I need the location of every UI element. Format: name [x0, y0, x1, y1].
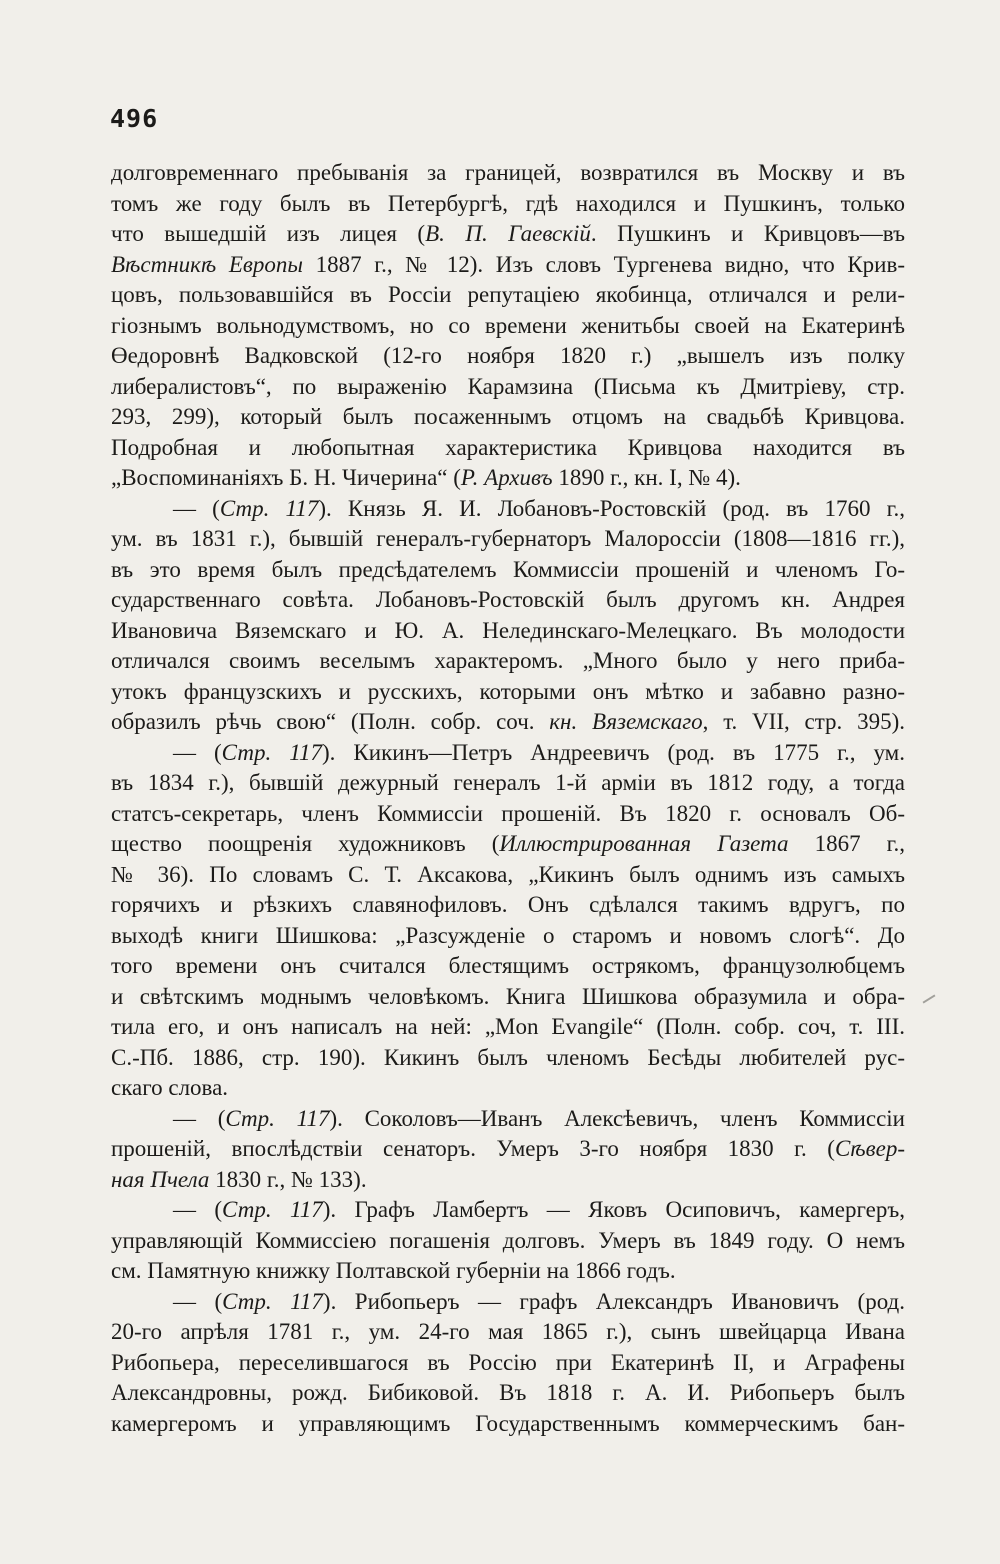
text-line: и свѣтскимъ моднымъ человѣкомъ. Книга Шишкова образумила и обра- [111, 983, 905, 1009]
text-line: утокъ французскихъ и русскихъ, которыми онъ мѣтко и забавно разно- [111, 678, 905, 704]
text-line: Ивановича Вяземскаго и Ю. А. Нелединскаго-Мелецкаго. Въ молодости [111, 617, 905, 643]
text-line: управляющій Коммиссіею погашенія долговъ. Умеръ въ 1849 году. О немъ [111, 1227, 905, 1253]
text-line: Александровны, рожд. Бибиковой. Въ 1818 г. А. И. Рибопьеръ былъ [111, 1380, 905, 1405]
text-line: ум. въ 1831 г.), бывшій генералъ-губернаторъ Малороссіи (1808—1816 гг.), [111, 526, 905, 551]
text-line: 20-го апрѣля 1781 г., ум. 24-го мая 1865 г.), сынъ швейцарца Ивана [111, 1319, 905, 1344]
paragraph-kikin [111, 738, 905, 1104]
page-number: 496 [110, 104, 159, 133]
text-line: камергеромъ и управляющимъ Государственнымъ коммерческимъ бан- [111, 1410, 905, 1436]
text-line: Рибопьера, переселившагося въ Россію при Екатеринѣ II, и Аграфены [111, 1349, 905, 1375]
paragraph-krivtsov [111, 158, 905, 494]
text-line: сударственнаго совѣта. Лобановъ-Ростовскій былъ другомъ кн. Андрея [111, 587, 905, 612]
text-line: статсъ-секретарь, членъ Коммиссіи прошеній. Въ 1820 г. основалъ Об- [111, 800, 905, 826]
text-line: что вышедшій изъ лицея (В. П. Гаевскій. Пушкинъ и Кривцовъ—въ [111, 221, 905, 246]
text-line: — (Стр. 117). Рибопьеръ — графъ Александръ Ивановичъ (род. [173, 1288, 905, 1314]
text-line: щество поощренія художниковъ (Иллюстрированная Газета 1867 г., [111, 831, 905, 856]
text-line: либералистовъ“, по выраженію Карамзина (Письма къ Дмитріеву, стр. [111, 373, 905, 399]
text-line: — (Стр. 117). Соколовъ—Иванъ Алексѣевичъ, членъ Коммиссіи [173, 1105, 905, 1131]
text-line: въ 1834 г.), бывшій дежурный генералъ 1-й арміи въ 1812 году, а тогда [111, 770, 905, 795]
text-line: Вѣстникѣ Европы 1887 г., № 12). Изъ словъ Тургенева видно, что Крив- [111, 251, 906, 277]
text-line: № 36). По словамъ С. Т. Аксакова, „Кикинъ былъ однимъ изъ самыхъ [111, 861, 905, 887]
paragraph-lobanov [111, 494, 905, 738]
paragraph-lambert [111, 1195, 905, 1287]
text-line: С.-Пб. 1886, стр. 190). Кикинъ былъ членомъ Бесѣды любителей рус- [111, 1044, 905, 1070]
text-line: выходѣ книги Шишкова: „Разсужденіе о старомъ и новомъ слогѣ“. До [111, 922, 905, 948]
text-line: цовъ, пользовавшійся въ Россіи репутаціею якобинца, отличался и рели- [111, 282, 905, 307]
text-line: отличался своимъ веселымъ характеромъ. „Много было у него приба- [111, 648, 905, 673]
text-line: Өедоровнѣ Вадковской (12-го ноября 1820 г.) „вышелъ изъ полку [111, 343, 905, 368]
text-line: тила его, и онъ написалъ на ней: „Mon Evangile“ (Полн. собр. соч, т. III. [111, 1014, 905, 1039]
text-line: — (Стр. 117). Князь Я. И. Лобановъ-Ростовскій (род. въ 1760 г., [173, 495, 905, 521]
text-line: образилъ рѣчь свою“ (Полн. собр. соч. кн. Вяземскаго, т. VII, стр. 395). [111, 709, 905, 734]
text-line: горячихъ и рѣзкихъ славянофиловъ. Онъ сдѣлался такимъ вдругъ, по [111, 892, 905, 917]
text-line: „Воспоминаніяхъ Б. Н. Чичерина“ (Р. Архивъ 1890 г., кн. I, № 4). [111, 465, 741, 490]
body-text [111, 158, 905, 1439]
text-line: Подробная и любопытная характеристика Кривцова находится въ [111, 434, 905, 460]
text-line: прошеній, впослѣдствіи сенаторъ. Умеръ 3-го ноября 1830 г. (Сѣвер- [111, 1136, 905, 1161]
text-line: — (Стр. 117). Графъ Ламбертъ — Яковъ Осиповичъ, камергеръ, [173, 1197, 905, 1222]
text-line: въ это время былъ предсѣдателемъ Коммиссіи прошеній и членомъ Го- [111, 556, 905, 582]
text-line: 293, 299), который былъ посаженнымъ отцомъ на свадьбѣ Кривцова. [111, 404, 905, 429]
text-line: гіознымъ вольнодумствомъ, но со времени женитьбы своей на Екатеринѣ [111, 312, 905, 338]
text-line: скаго слова. [111, 1075, 229, 1100]
paragraph-sokolov [111, 1104, 905, 1196]
text-line: долговременнаго пребыванія за границей, возвратился въ Москву и въ [111, 160, 905, 185]
text-line: см. Памятную книжку Полтавской губерніи на 1866 годъ. [111, 1258, 676, 1283]
pencil-mark [923, 994, 936, 1003]
text-line: ная Пчела 1830 г., № 133). [111, 1166, 367, 1192]
text-line: томъ же году былъ въ Петербургѣ, гдѣ находился и Пушкинъ, только [111, 190, 905, 216]
text-line: того времени онъ считался блестящимъ острякомъ, французолюбцемъ [111, 953, 905, 978]
paragraph-ribopier [111, 1287, 905, 1440]
text-line: — (Стр. 117). Кикинъ—Петръ Андреевичъ (род. въ 1775 г., ум. [173, 739, 905, 765]
